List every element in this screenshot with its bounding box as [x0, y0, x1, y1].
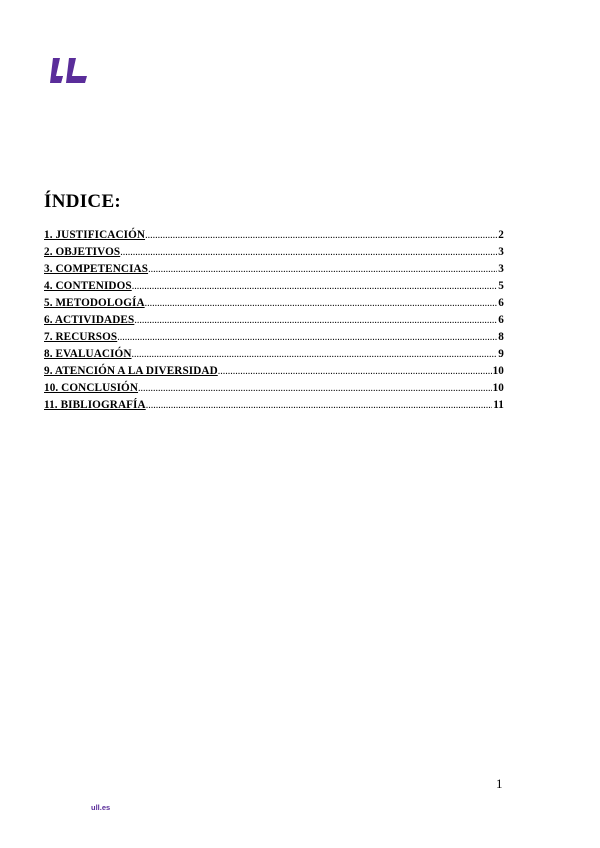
toc-entry-page: 5: [498, 280, 504, 292]
toc-entry-label[interactable]: 9. ATENCIÓN A LA DIVERSIDAD: [44, 365, 218, 377]
toc-entry-label[interactable]: 7. RECURSOS: [44, 331, 118, 343]
toc-dot-leader: [117, 332, 497, 343]
toc-entry-label[interactable]: 2. OBJETIVOS: [44, 246, 121, 258]
toc-dot-leader: [145, 298, 498, 309]
toc-entry[interactable]: [44, 229, 504, 246]
toc-entry-label[interactable]: 5. METODOLOGÍA: [44, 297, 145, 309]
toc-entry-page: 6: [498, 314, 504, 326]
table-of-contents: [44, 229, 504, 416]
toc-entry[interactable]: [44, 348, 504, 365]
toc-entry-label[interactable]: 4. CONTENIDOS: [44, 280, 132, 292]
toc-dot-leader: [132, 281, 498, 292]
footer-link[interactable]: ull.es: [91, 803, 111, 812]
toc-dot-leader: [134, 315, 497, 326]
toc-entry-page: 6: [498, 297, 504, 309]
toc-entry-label[interactable]: 3. COMPETENCIAS: [44, 263, 149, 275]
toc-dot-leader: [148, 264, 497, 275]
toc-dot-leader: [132, 349, 498, 360]
toc-entry[interactable]: [44, 263, 504, 280]
toc-entry-page: 10: [492, 365, 504, 377]
toc-entry[interactable]: [44, 365, 504, 382]
toc-entry-label[interactable]: 6. ACTIVIDADES: [44, 314, 135, 326]
toc-entry-page: 10: [492, 382, 504, 394]
toc-entry-label[interactable]: 1. JUSTIFICACIÓN: [44, 229, 146, 241]
toc-entry-label[interactable]: 8. EVALUACIÓN: [44, 348, 132, 360]
toc-entry-page: 11: [493, 399, 504, 411]
toc-entry[interactable]: [44, 331, 504, 348]
toc-dot-leader: [138, 383, 492, 394]
toc-entry[interactable]: [44, 280, 504, 297]
toc-dot-leader: [145, 230, 497, 241]
toc-entry[interactable]: [44, 246, 504, 263]
toc-dot-leader: [218, 366, 492, 377]
toc-dot-leader: [146, 400, 493, 411]
toc-entry-page: 2: [498, 229, 504, 241]
toc-entry-label[interactable]: 11. BIBLIOGRAFÍA: [44, 399, 146, 411]
page-number: 1: [496, 776, 503, 791]
toc-entry[interactable]: [44, 382, 504, 399]
toc-entry-page: 8: [498, 331, 504, 343]
toc-entry-page: 9: [498, 348, 504, 360]
toc-entry-page: 3: [498, 246, 504, 258]
toc-entry[interactable]: [44, 399, 504, 416]
ull-logo-icon: [50, 56, 88, 84]
toc-entry-label[interactable]: 10. CONCLUSIÓN: [44, 382, 139, 394]
toc-entry[interactable]: [44, 297, 504, 314]
page-title: ÍNDICE:: [44, 191, 122, 212]
toc-dot-leader: [120, 247, 497, 258]
toc-entry-page: 3: [498, 263, 504, 275]
toc-entry[interactable]: [44, 314, 504, 331]
